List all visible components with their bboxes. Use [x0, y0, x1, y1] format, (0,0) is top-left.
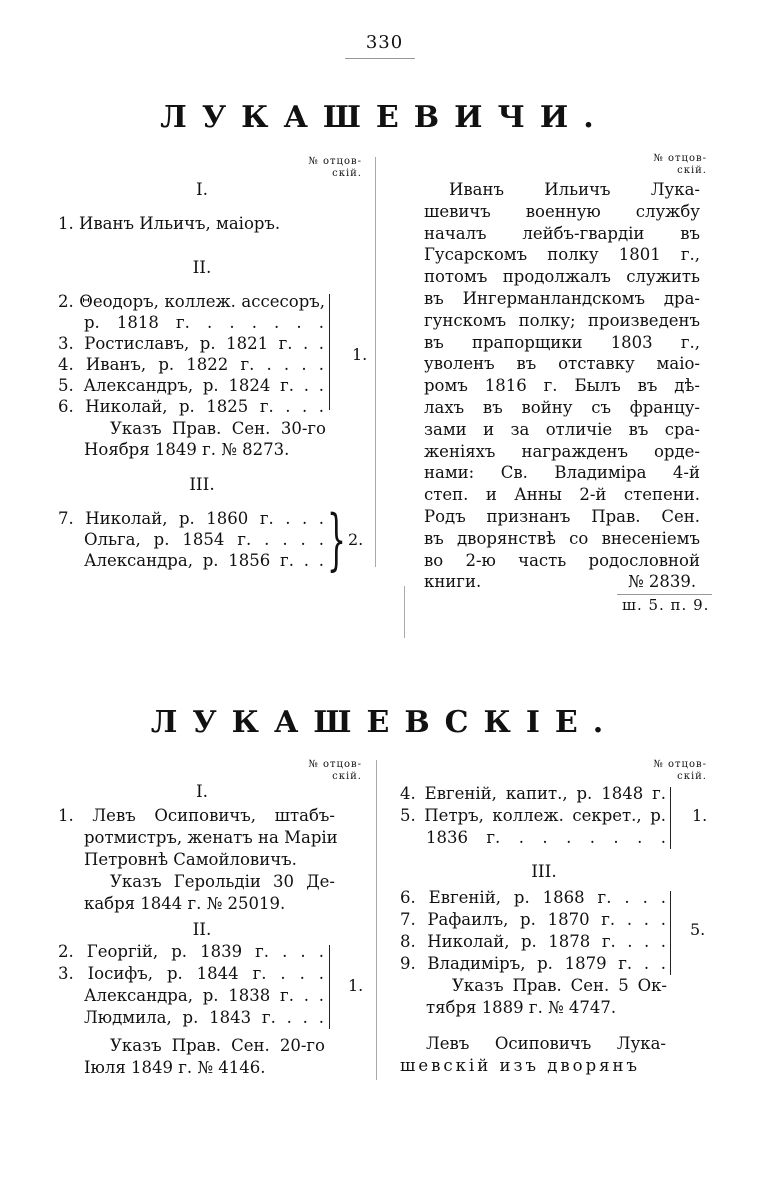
section2-column-divider [376, 760, 377, 1080]
section1-father-number-3: 2. [348, 530, 364, 549]
section2-father-number-b: 5. [690, 920, 706, 939]
section2-ukaz1-line-1: Указъ Герольдіи 30 Де- [110, 872, 335, 891]
section2-entry-2: 2. Георгій, р. 1839 г. . . . [58, 942, 324, 961]
section1-ref-shelf: ш. 5. п. 9. [622, 596, 710, 614]
section1-ref-number: № 2839. [628, 572, 697, 591]
section2-right-father-header: № отцов- скій. [653, 759, 707, 782]
section2-closing-line-1: Левъ Осиповичъ Лука- [426, 1034, 666, 1053]
section1-brace-3: } [327, 501, 346, 578]
section1-ukaz-line-1: Указъ Прав. Сен. 30-го [110, 419, 326, 438]
section1-entry-1: 1. Иванъ Ильичъ, маіоръ. [58, 214, 281, 233]
section1-bracket-2 [329, 294, 330, 410]
section2-entry-lyudmila: Людмила, р. 1843 г. . . . [84, 1008, 324, 1027]
section1-entry-5: 5. Александръ, р. 1824 г. . . [58, 376, 324, 395]
section1-entry-3: 3. Ростиславъ, р. 1821 г. . . [58, 334, 324, 353]
section2-entry-8: 8. Николай, р. 1878 г. . . . [400, 932, 666, 951]
section2-entry-4: 4. Евгеній, капит., р. 1848 г. [400, 784, 666, 803]
section2-ukaz2-line-1: Указъ Прав. Сен. 20-го [110, 1036, 325, 1055]
section2-entry-1c: Петровнѣ Самойловичъ. [84, 850, 297, 869]
section1-ref-rule [617, 594, 712, 595]
section2-father-number-2: 1. [348, 976, 364, 995]
section1-generation-1: I. [195, 180, 209, 200]
section1-ukaz-line-2: Ноября 1849 г. № 8273. [84, 440, 290, 459]
section2-generation-2: II. [192, 920, 212, 940]
section2-closing-line-2: шевскій изъ дворянъ [400, 1056, 641, 1075]
section2-entry-5b: 1836 г. . . . . . . . [426, 828, 666, 847]
section1-right-father-header: № отцов- скій. [653, 153, 707, 176]
section1-left-father-header: № отцов- скій. [308, 156, 362, 179]
section2-ukaz3-line-1: Указъ Прав. Сен. 5 Ок- [452, 976, 667, 995]
section2-entry-aleksandra: Александра, р. 1838 г. . . [84, 986, 324, 1005]
section2-entry-5a: 5. Петръ, коллеж. секрет., р. [400, 806, 666, 825]
section2-ukaz2-line-2: Іюля 1849 г. № 4146. [84, 1058, 266, 1077]
section1-entry-olga: Ольга, р. 1854 г. . . . . [84, 530, 324, 549]
page-number: 330 [365, 32, 404, 53]
section2-ukaz1-line-2: кабря 1844 г. № 25019. [84, 894, 286, 913]
section2-entry-1a: 1. Левъ Осиповичъ, штабъ- [58, 806, 335, 825]
section1-entry-4: 4. Иванъ, р. 1822 г. . . . . [58, 355, 324, 374]
section1-bottom-divider [404, 586, 405, 638]
section2-entry-6: 6. Евгеній, р. 1868 г. . . . [400, 888, 666, 907]
section2-ukaz3-line-2: тября 1889 г. № 4747. [426, 998, 617, 1017]
section2-generation-3: III. [531, 862, 557, 882]
section1-entry-2a: 2. Θеодоръ, коллеж. ассесоръ, [58, 292, 325, 311]
section2-entry-1b: ротмистръ, женатъ на Маріи [84, 828, 338, 847]
section1-generation-3: III. [189, 475, 215, 495]
section1-column-divider [375, 157, 376, 567]
section1-entry-6: 6. Николай, р. 1825 г. . . . [58, 397, 324, 416]
section2-bracket-b [670, 891, 671, 975]
section1-generation-2: II. [192, 258, 212, 278]
section1-title: ЛУКАШЕВИЧИ. [160, 100, 609, 135]
section1-father-number-2: 1. [352, 345, 368, 364]
section1-entry-2b: р. 1818 г. . . . . . . [84, 313, 324, 332]
section2-left-father-header: № отцов- скій. [308, 759, 362, 782]
section1-biography: Иванъ Ильичъ Лука- шевичъ военную службу началъ лейбъ-гвардіи въ Гусарскомъ полку 1801 г., потомъ продолжалъ служить въ Ингерманландскомъ дра- гунскомъ полку; произведенъ въ прапорщики 1803 г., уволенъ въ отставку маіо- ромъ 1816 г. Былъ въ дѣ- лахъ въ войну съ францу- зами и за отличіе въ сра- женіяхъ награжденъ орде- нами: Св. Владиміра 4-й степ. и Анны 2-й степени. Родъ признанъ Прав. Сен. въ дворянствѣ со внесеніемъ во 2-ю часть родословной книги. [424, 180, 700, 592]
section2-entry-3: 3. Іосифъ, р. 1844 г. . . . [58, 964, 324, 983]
section1-entry-aleksandra: Александра, р. 1856 г. . . [84, 551, 324, 570]
section2-father-number-a: 1. [692, 806, 708, 825]
section2-bracket-a [670, 787, 671, 849]
section2-generation-1: I. [195, 782, 209, 802]
section2-title: ЛУКАШЕВСКІЕ. [150, 705, 619, 740]
section2-entry-7: 7. Рафаилъ, р. 1870 г. . . . [400, 910, 666, 929]
page-number-rule [345, 58, 415, 59]
section1-entry-7: 7. Николай, р. 1860 г. . . . [58, 509, 324, 528]
section2-entry-9: 9. Владиміръ, р. 1879 г. . . [400, 954, 666, 973]
section2-bracket-2 [329, 945, 330, 1029]
